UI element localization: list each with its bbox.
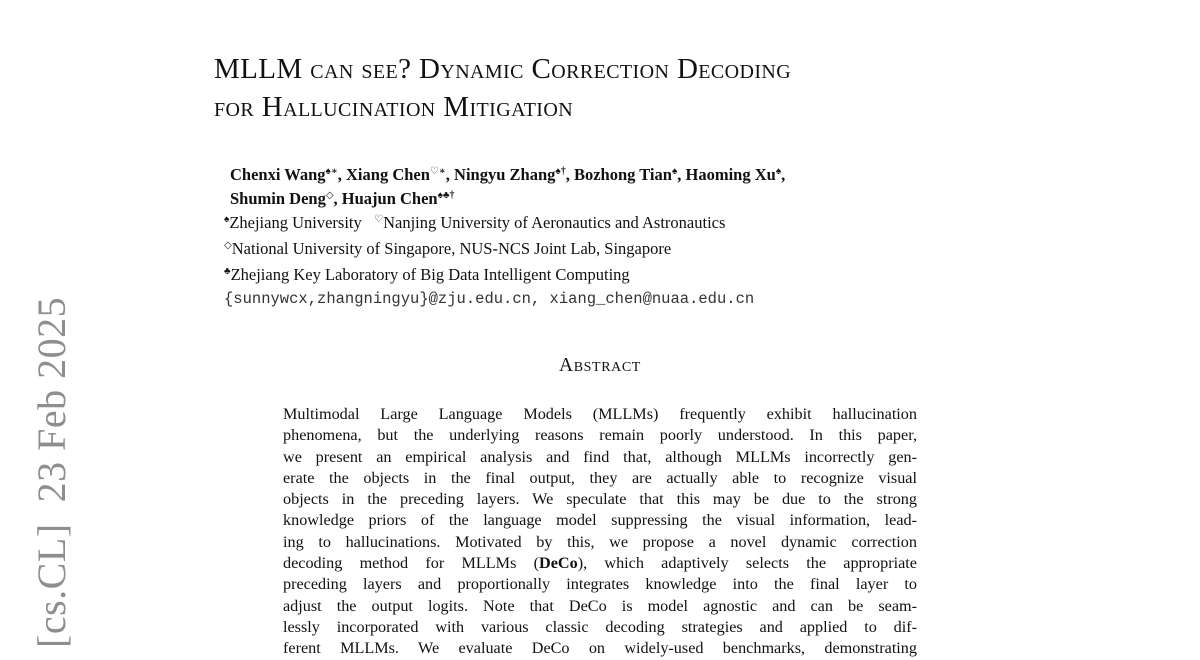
method-name: DeCo bbox=[539, 554, 578, 573]
abstract-line bbox=[283, 425, 917, 446]
abstract-line-text: adjust the output logits. Note that DeCo is model agnostic and can be seam- bbox=[283, 596, 917, 615]
title-line-2: for Hallucination Mitigation bbox=[214, 91, 574, 123]
affiliation-zju: Zhejiang University bbox=[229, 213, 362, 232]
author-mark: ◇ bbox=[325, 190, 334, 201]
author-mark: ♠♣† bbox=[437, 190, 455, 201]
abstract-line-text: ), which adaptively selects the appropriate bbox=[577, 554, 917, 573]
author-line-2: Shumin Deng◇, Huajun Chen♠♣† bbox=[230, 189, 455, 208]
abstract-line-text: erate the objects in the final output, they are actually able to recognize visual bbox=[283, 468, 917, 487]
abstract-line-text: we present an empirical analysis and find that, although MLLMs incorrectly gen- bbox=[283, 447, 917, 466]
abstract-line-text: Multimodal Large Language Models (MLLMs) frequently exhibit hallucination bbox=[283, 405, 917, 423]
title-line-1: MLLM can see? Dynamic Correction Decoding bbox=[214, 53, 792, 85]
abstract-line-text: lessly incorporated with various classic decoding strategies and applied to dif- bbox=[283, 617, 917, 636]
author-mark: ♠ bbox=[671, 166, 678, 177]
author-name: Bozhong Tian bbox=[573, 165, 672, 184]
abstract-line-text: decoding method for MLLMs ( bbox=[283, 554, 540, 573]
author-mark: ♠ bbox=[775, 166, 782, 177]
abstract-line bbox=[283, 404, 917, 425]
affiliation-mark: ♡ bbox=[374, 214, 384, 225]
author-line-1: Chenxi Wang♠∗, Xiang Chen♡∗, Ningyu Zhang♠†, Bozhong Tian♠, Haoming Xu♠, bbox=[230, 165, 786, 184]
abstract-line bbox=[283, 489, 917, 510]
abstract-line bbox=[283, 574, 917, 595]
affiliation-mark: ◇ bbox=[224, 240, 232, 251]
abstract-line bbox=[283, 638, 917, 659]
abstract-line-text: ing to hallucinations. Motivated by this, we propose a novel dynamic correction bbox=[283, 532, 917, 551]
affiliation-mark: ♣ bbox=[224, 266, 231, 277]
affiliation-nus: National University of Singapore, NUS-NCS Joint Lab, Singapore bbox=[231, 239, 672, 258]
affiliation-lab: Zhejiang Key Laboratory of Big Data Intelligent Computing bbox=[230, 265, 630, 284]
affiliation-nuaa: Nanjing University of Aeronautics and Astronautics bbox=[383, 213, 726, 232]
affiliation-list bbox=[224, 208, 1024, 311]
affiliation-line-2 bbox=[224, 234, 1024, 260]
abstract-body bbox=[283, 404, 917, 660]
abstract-line bbox=[283, 447, 917, 468]
author-name: Haoming Xu bbox=[685, 165, 776, 184]
affiliation-mark: ♠ bbox=[224, 214, 230, 225]
author-mark: ♡∗ bbox=[429, 166, 446, 177]
abstract-line bbox=[283, 617, 917, 638]
author-list bbox=[230, 161, 990, 209]
abstract-line bbox=[283, 596, 917, 617]
arxiv-side-stamp: [cs.CL] 23 Feb 2025 bbox=[29, 296, 74, 648]
abstract-line-text: knowledge priors of the language model suppressing the visual information, lead- bbox=[283, 511, 917, 530]
abstract-line-text: ferent MLLMs. We evaluate DeCo on widely-used benchmarks, demonstrating bbox=[283, 639, 917, 658]
author-name: Shumin Deng bbox=[230, 189, 326, 208]
affiliation-line-1 bbox=[224, 208, 1024, 234]
abstract-line bbox=[283, 510, 917, 531]
abstract-line bbox=[283, 553, 917, 574]
abstract-line bbox=[283, 468, 917, 489]
abstract-line bbox=[283, 532, 917, 553]
author-mark: ♠∗ bbox=[325, 166, 338, 177]
contact-emails: {sunnywcx,zhangningyu}@zju.edu.cn, xiang_chen@nuaa.edu.cn bbox=[224, 290, 755, 308]
abstract-line-text: preceding layers and proportionally integrates knowledge into the final layer to bbox=[283, 575, 917, 594]
author-name: Ningyu Zhang bbox=[454, 165, 556, 184]
abstract-line-text: phenomena, but the underlying reasons remain poorly understood. In this paper, bbox=[283, 426, 917, 445]
paper-title bbox=[214, 50, 1074, 126]
author-mark: ♠† bbox=[555, 166, 566, 177]
author-name: Xiang Chen bbox=[346, 165, 430, 184]
affiliation-line-4 bbox=[224, 286, 1024, 311]
author-name: Huajun Chen bbox=[341, 189, 438, 208]
abstract-line-text: objects in the preceding layers. We speculate that this may be due to the strong bbox=[283, 490, 917, 509]
abstract-heading: Abstract bbox=[559, 355, 641, 376]
affiliation-line-3 bbox=[224, 260, 1024, 286]
author-name: Chenxi Wang bbox=[230, 165, 326, 184]
